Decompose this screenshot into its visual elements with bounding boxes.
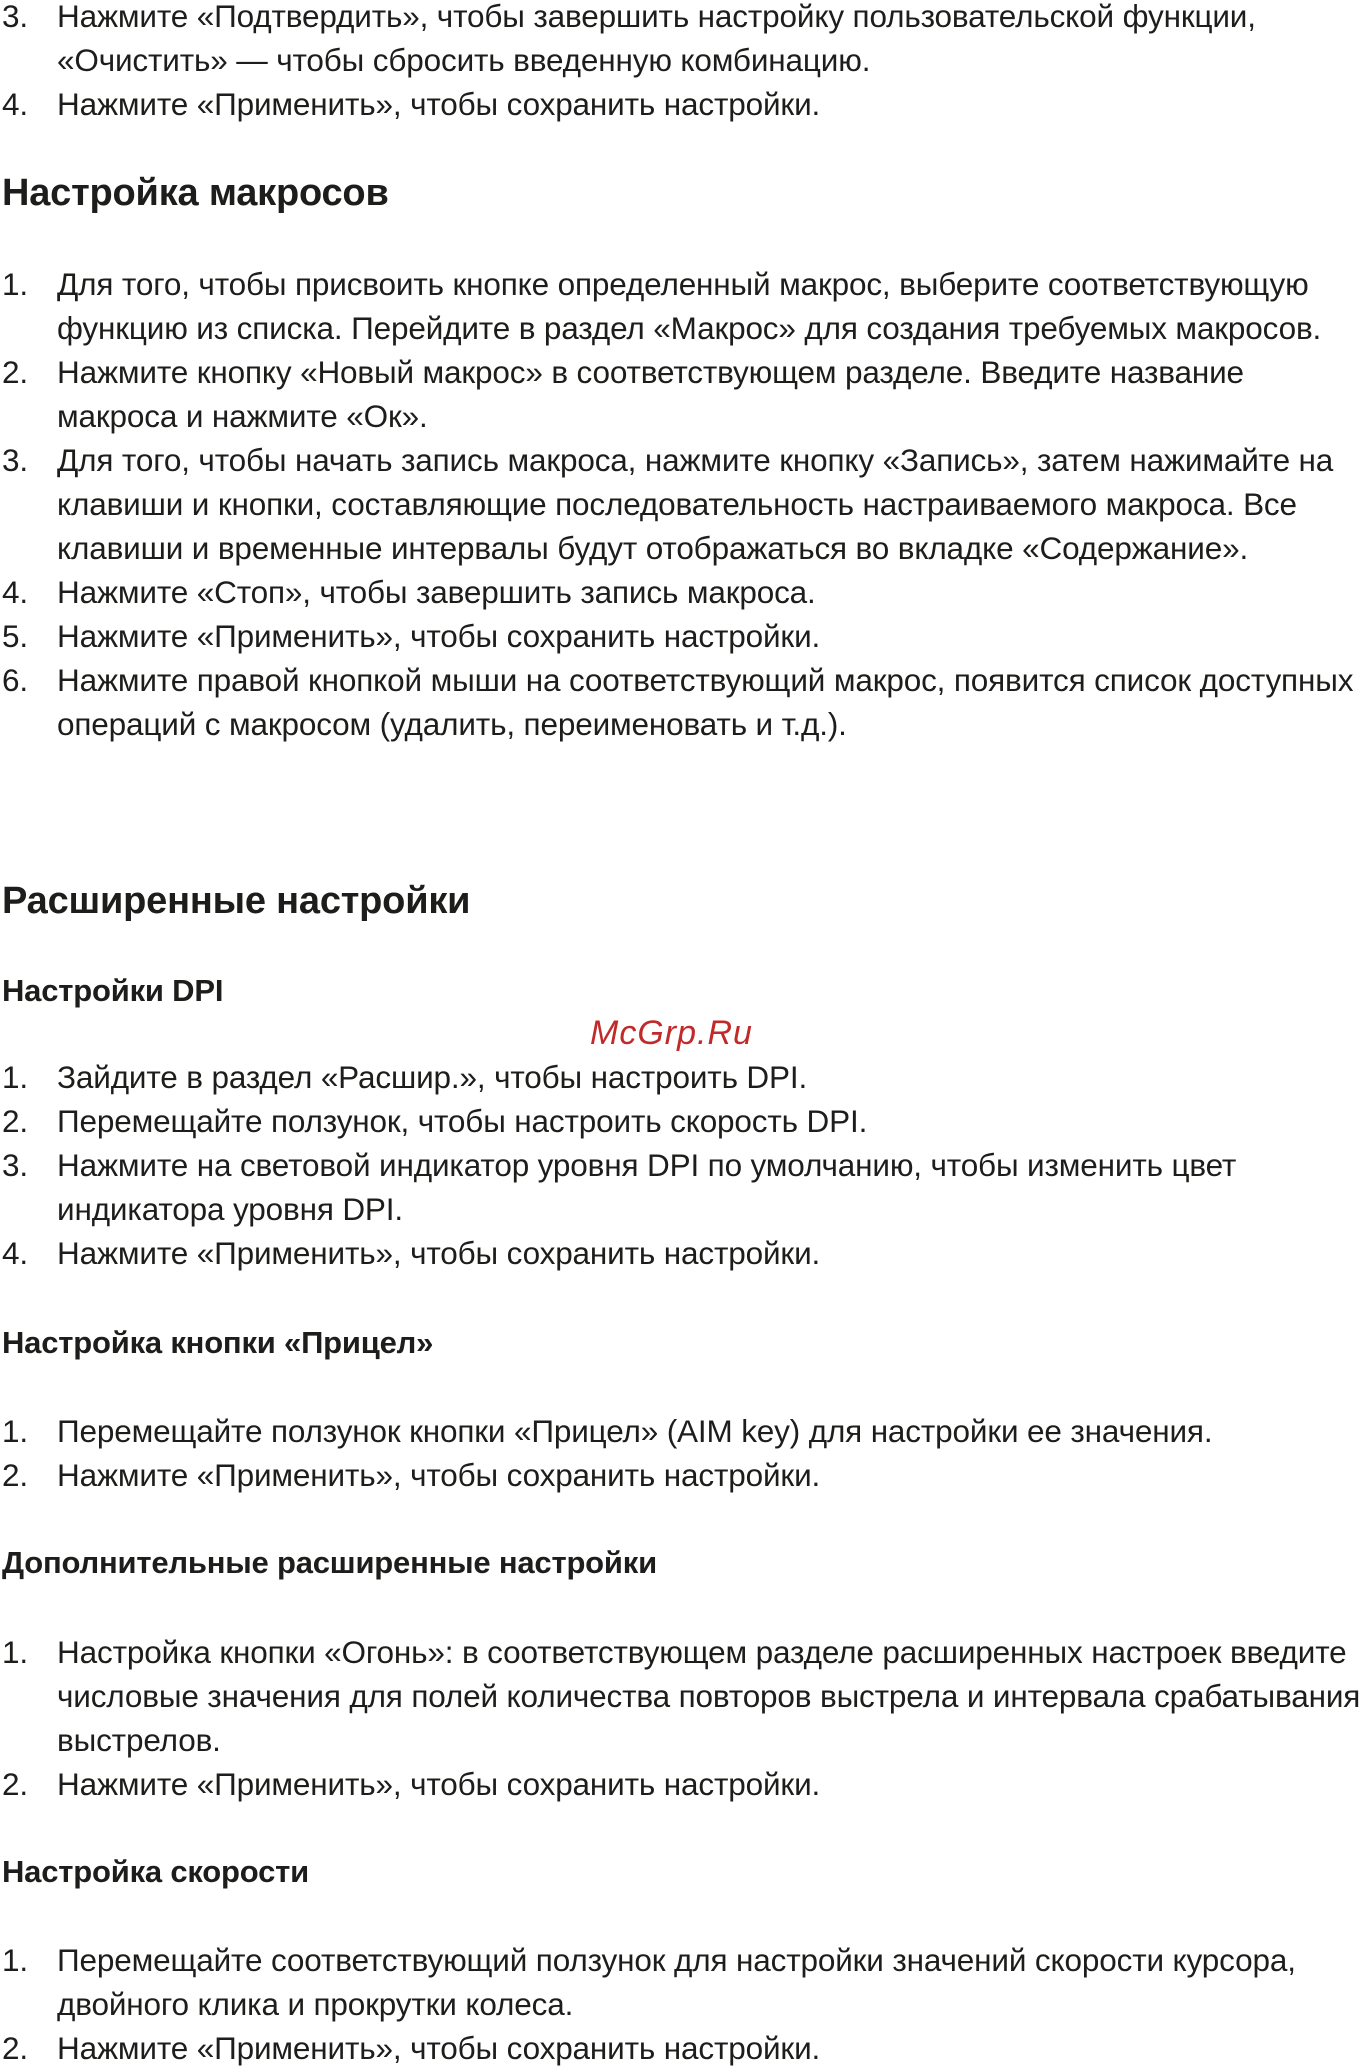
list-item-number: 5. xyxy=(2,618,28,654)
list-item-text: Нажмите «Применить», чтобы сохранить настройки. xyxy=(57,1457,821,1493)
macros-list xyxy=(2,262,1362,746)
macros-section xyxy=(2,262,1362,746)
list-item-text: Для того, чтобы начать запись макроса, нажмите кнопку «Запись», затем нажимайте на клавиши и кнопки, составляющие последовательность настраиваемого макроса. Все клавиши и временные интервалы будут отображаться во вкладке «Содержание». xyxy=(57,442,1334,566)
list-item-text: Перемещайте ползунок кнопки «Прицел» (AIM key) для настройки ее значения. xyxy=(57,1413,1213,1449)
list-item-text: Нажмите «Подтвердить», чтобы завершить настройку пользовательской функции, «Очистить» — чтобы сбросить введенную комбинацию. xyxy=(57,0,1256,78)
advanced-heading: Расширенные настройки xyxy=(2,880,471,922)
list-item-number: 1. xyxy=(2,1634,28,1670)
list-item xyxy=(2,1938,1362,2026)
list-item-number: 2. xyxy=(2,1766,28,1802)
aim-list xyxy=(2,1409,1362,1497)
list-item xyxy=(2,2026,1362,2070)
list-item-number: 2. xyxy=(2,1457,28,1493)
list-item xyxy=(2,262,1362,350)
list-item-number: 3. xyxy=(2,1147,28,1183)
list-item-text: Нажмите кнопку «Новый макрос» в соответствующем разделе. Введите название макроса и нажмите «Ок». xyxy=(57,354,1244,434)
list-item-number: 2. xyxy=(2,354,28,390)
list-item-text: Нажмите «Применить», чтобы сохранить настройки. xyxy=(57,2030,821,2066)
list-item-text: Нажмите «Применить», чтобы сохранить настройки. xyxy=(57,86,821,122)
list-item-number: 2. xyxy=(2,2030,28,2066)
list-item xyxy=(2,1231,1362,1275)
list-item xyxy=(2,1630,1362,1762)
aim-heading: Настройка кнопки «Прицел» xyxy=(2,1325,434,1360)
list-item-number: 4. xyxy=(2,574,28,610)
list-item xyxy=(2,438,1362,570)
dpi-list xyxy=(2,1055,1362,1275)
watermark: McGrp.Ru xyxy=(590,1014,753,1052)
list-item-text: Нажмите правой кнопкой мыши на соответствующий макрос, появится список доступных операций с макросом (удалить, переименовать и т.д.). xyxy=(57,662,1354,742)
list-item-text: Нажмите «Применить», чтобы сохранить настройки. xyxy=(57,1235,821,1271)
list-item-number: 4. xyxy=(2,1235,28,1271)
list-item-text: Нажмите «Применить», чтобы сохранить настройки. xyxy=(57,1766,821,1802)
list-item xyxy=(2,1099,1362,1143)
list-item-number: 1. xyxy=(2,1059,28,1095)
list-item xyxy=(2,1055,1362,1099)
list-item xyxy=(2,570,1362,614)
list-item xyxy=(2,1762,1362,1806)
list-item-number: 1. xyxy=(2,1942,28,1978)
list-item xyxy=(2,350,1362,438)
list-item-number: 1. xyxy=(2,1413,28,1449)
list-item xyxy=(2,1453,1362,1497)
list-item-number: 3. xyxy=(2,442,28,478)
list-item xyxy=(2,1143,1362,1231)
list-item-text: Нажмите на световой индикатор уровня DPI по умолчанию, чтобы изменить цвет индикатора уровня DPI. xyxy=(57,1147,1237,1227)
list-item-number: 4. xyxy=(2,86,28,122)
list-item-text: Нажмите «Применить», чтобы сохранить настройки. xyxy=(57,618,821,654)
list-item xyxy=(2,82,1362,126)
speed-heading: Настройка скорости xyxy=(2,1854,309,1889)
list-item-text: Настройка кнопки «Огонь»: в соответствующем разделе расширенных настроек введите числовые значения для полей количества повторов выстрела и интервала срабатывания выстрелов. xyxy=(57,1634,1361,1758)
list-item xyxy=(2,1409,1362,1453)
intro-list-section xyxy=(2,0,1362,126)
dpi-heading: Настройки DPI xyxy=(2,973,224,1008)
list-item-text: Для того, чтобы присвоить кнопке определенный макрос, выберите соответствующую функцию из списка. Перейдите в раздел «Макрос» для создания требуемых макросов. xyxy=(57,266,1322,346)
list-item-text: Перемещайте ползунок, чтобы настроить скорость DPI. xyxy=(57,1103,868,1139)
speed-section xyxy=(2,1938,1362,2070)
list-item-text: Нажмите «Стоп», чтобы завершить запись макроса. xyxy=(57,574,816,610)
intro-list xyxy=(2,0,1362,126)
list-item-number: 3. xyxy=(2,0,28,34)
extra-list xyxy=(2,1630,1362,1806)
macros-heading: Настройка макросов xyxy=(2,172,389,214)
list-item-number: 6. xyxy=(2,662,28,698)
dpi-section xyxy=(2,1055,1362,1275)
list-item xyxy=(2,0,1362,82)
list-item xyxy=(2,614,1362,658)
list-item-text: Зайдите в раздел «Расшир.», чтобы настроить DPI. xyxy=(57,1059,808,1095)
aim-section xyxy=(2,1409,1362,1497)
extra-section xyxy=(2,1630,1362,1806)
list-item-number: 2. xyxy=(2,1103,28,1139)
list-item-number: 1. xyxy=(2,266,28,302)
list-item-text: Перемещайте соответствующий ползунок для настройки значений скорости курсора, двойного клика и прокрутки колеса. xyxy=(57,1942,1296,2022)
speed-list xyxy=(2,1938,1362,2070)
extra-heading: Дополнительные расширенные настройки xyxy=(2,1545,657,1580)
list-item xyxy=(2,658,1362,746)
